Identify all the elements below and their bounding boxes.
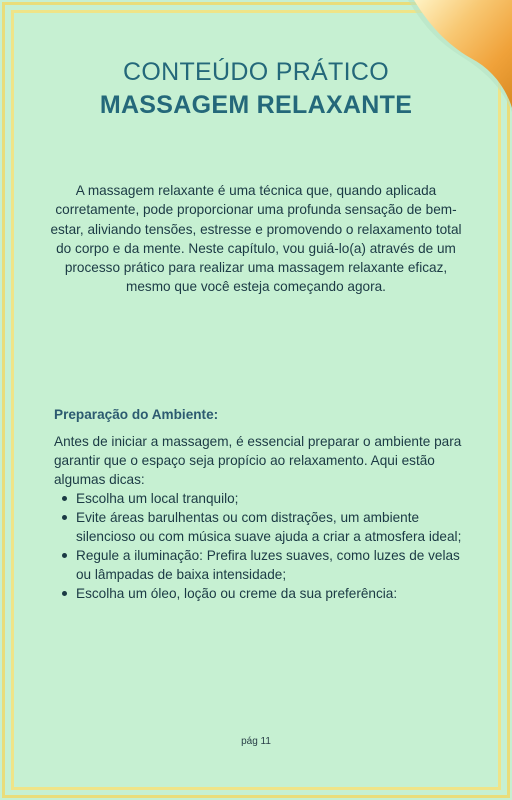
list-item-text: Escolha um local tranquilo; [76,491,239,506]
title-line2: MASSAGEM RELAXANTE [99,91,413,119]
section-preparation [54,405,464,603]
inner-border [11,10,501,790]
intro-paragraph: A massagem relaxante é uma técnica que, quando aplicada corretamente, pode proporcionar uma profunda sensação de bem-estar, aliviando tensões, estresse e promovendo o relaxamento total do corpo e da mente. Neste capítulo, vou guiá-lo(a) através de um processo prático para realizar uma massagem relaxante eficaz, mesmo que você esteja começando agora. [50,183,462,295]
bullet-icon [62,496,67,501]
list-item-text: Evite áreas barulhentas ou com distrações, um ambiente silencioso ou com música suave ajuda a criar a atmosfera ideal; [76,510,462,544]
list-item [54,489,464,508]
section-heading: Preparação do Ambiente: [54,407,219,422]
list-item-text: Regule a iluminação: Prefira luzes suaves, como luzes de velas ou lâmpadas de baixa intensidade; [76,548,460,582]
bullet-icon [62,591,67,596]
list-item [54,584,464,603]
title-line1: CONTEÚDO PRÁTICO [123,58,389,86]
bullet-icon [62,553,67,558]
list-item [54,508,464,546]
page-number: pág 11 [241,736,271,747]
list-item-text: Escolha um óleo, loção ou creme da sua preferência: [76,586,398,601]
tips-list [54,489,464,603]
section-body: Antes de iniciar a massagem, é essencial preparar o ambiente para garantir que o espaço seja propício ao relaxamento. Aqui estão algumas dicas: [54,434,462,487]
list-item [54,546,464,584]
bullet-icon [62,515,67,520]
